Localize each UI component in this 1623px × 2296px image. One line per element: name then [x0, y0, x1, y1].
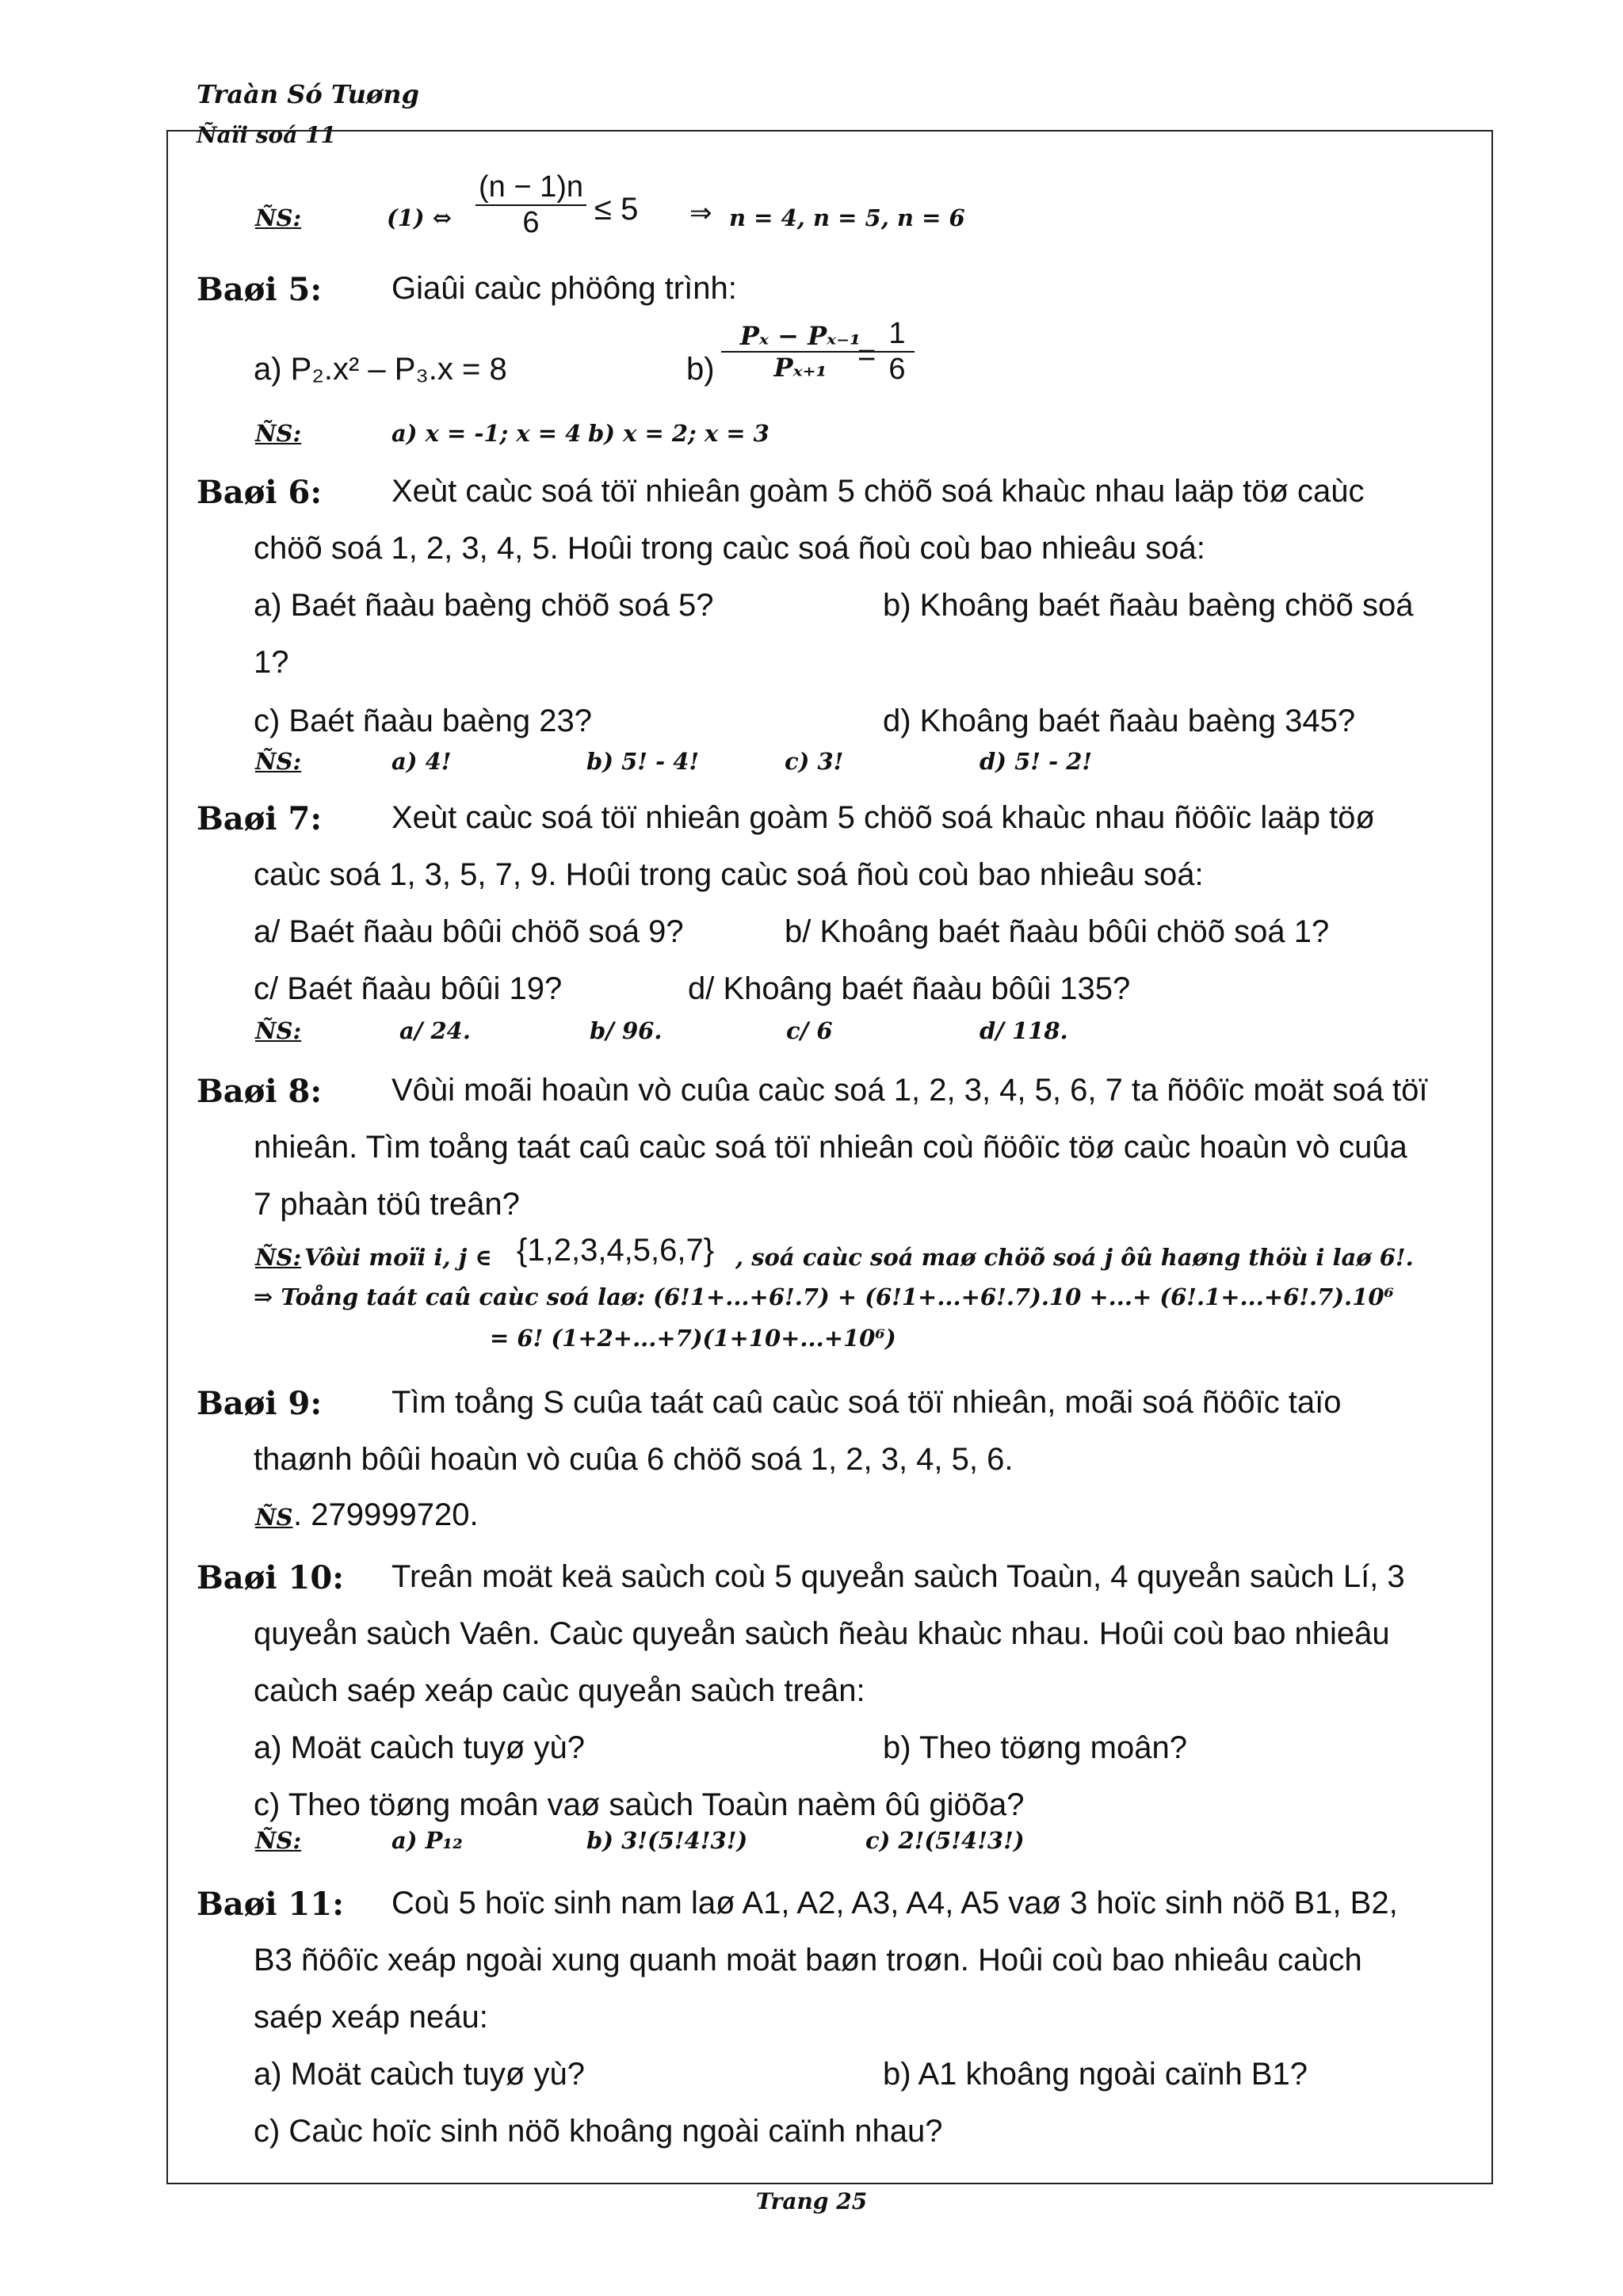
exercise-6-part-d: d) Khoâng baét ñaàu baèng 345?: [883, 704, 1356, 738]
exercise-8-line-3: 7 phaàn töû treân?: [254, 1187, 520, 1222]
exercise-7-answer-b: b/ 96.: [590, 1017, 663, 1044]
equals-sign: =: [857, 338, 876, 372]
exercise-5-label: Baøi 5:: [197, 271, 323, 308]
running-header-subject: Ñaïi soá 11: [197, 122, 337, 148]
exercise-8-digit-set: {1,2,3,4,5,6,7}: [517, 1233, 715, 1268]
exercise-6-line-2: chöõ soá 1, 2, 3, 4, 5. Hoûi trong caùc soá ñoù coù bao nhieâu soá:: [254, 531, 1205, 566]
fraction-numerator: Pₓ − Pₓ₋₁: [739, 321, 861, 351]
exercise-7-part-d: d/ Khoâng baét ñaàu bôûi 135?: [688, 971, 1131, 1006]
exercise-6-answer-a: a) 4!: [391, 748, 452, 775]
implies-symbol: ⇒: [689, 198, 712, 228]
exercise-10-line-3: caùch saép xeáp caùc quyeån saùch treân:: [254, 1673, 865, 1708]
answer-fraction: [475, 170, 586, 240]
exercise-10-line-2: quyeån saùch Vaên. Caùc quyeån saùch ñeàu khaùc nhau. Hoûi coù bao nhieâu: [254, 1616, 1390, 1651]
fraction-numerator: 1: [888, 317, 906, 350]
exercise-6-part-b-cont: 1?: [254, 645, 289, 680]
fraction-numerator: (n − 1)n: [478, 170, 584, 204]
exercise-10-part-c: c) Theo töøng moân vaø saùch Toaùn naèm ôû giöõa?: [254, 1787, 1025, 1822]
exercise-5-fraction: [721, 321, 880, 383]
exercise-8-solution-1b: , soá caùc soá maø chöõ soá j ôû haøng thöù i laø 6!.: [735, 1244, 1414, 1271]
exercise-5-rhs-fraction: [880, 317, 915, 387]
exercise-6-part-c: c) Baét ñaàu baèng 23?: [254, 704, 593, 738]
answer-label: ÑS:: [255, 420, 302, 447]
answer-label: ÑS:: [255, 1827, 302, 1854]
exercise-7-answer-c: c/ 6: [786, 1017, 833, 1044]
running-header-author: Traàn Só Tuøng: [197, 79, 419, 109]
exercise-7-label: Baøi 7:: [197, 800, 323, 837]
exercise-11-part-a: a) Moät caùch tuyø yù?: [254, 2057, 585, 2092]
exercise-9-label: Baøi 9:: [197, 1385, 323, 1422]
exercise-10-line-1: Treân moät keä saùch coù 5 quyeån saùch Toaùn, 4 quyeån saùch Lí, 3: [391, 1559, 1405, 1594]
exercise-6-answer-b: b) 5! - 4!: [586, 748, 700, 775]
exercise-11-part-b: b) A1 khoâng ngoài caïnh B1?: [883, 2057, 1308, 2092]
exercise-10-part-b: b) Theo töøng moân?: [883, 1730, 1187, 1765]
exercise-7-line-2: caùc soá 1, 3, 5, 7, 9. Hoûi trong caùc soá ñoù coù bao nhieâu soá:: [254, 857, 1204, 892]
exercise-8-label: Baøi 8:: [197, 1073, 323, 1110]
exercise-8-solution-1a: Vôùi moïi i, j ∈: [304, 1244, 492, 1271]
answer-result: n = 4, n = 5, n = 6: [729, 204, 965, 231]
exercise-6-answer-c: c) 3!: [785, 748, 844, 775]
exercise-8-line-2: nhieân. Tìm toång taát caû caùc soá töï nhieân coù ñöôïc töø caùc hoaùn vò cuûa: [254, 1130, 1407, 1165]
answer-label: ÑS:: [255, 204, 302, 231]
exercise-7-part-a: a/ Baét ñaàu bôûi chöõ soá 9?: [254, 914, 684, 949]
exercise-8-solution-2: ⇒ Toång taát caû caùc soá laø: (6!1+...+6!.7) + (6!1+...+6!.7).10 +...+ (6!.1+...+6!.7).10⁶: [254, 1283, 1395, 1310]
exercise-7-line-1: Xeùt caùc soá töï nhieân goàm 5 chöõ soá khaùc nhau ñöôïc laäp töø: [391, 800, 1375, 835]
exercise-10-label: Baøi 10:: [197, 1559, 344, 1596]
exercise-10-answer-c: c) 2!(5!4!3!): [865, 1827, 1025, 1854]
exercise-7-part-b: b/ Khoâng baét ñaàu bôûi chöõ soá 1?: [785, 914, 1330, 949]
exercise-6-part-b: b) Khoâng baét ñaàu baèng chöõ soá: [883, 588, 1414, 623]
fraction-denominator: 6: [475, 204, 586, 240]
exercise-11-part-c: c) Caùc hoïc sinh nöõ khoâng ngoài caïnh nhau?: [254, 2114, 943, 2149]
exercise-10-part-a: a) Moät caùch tuyø yù?: [254, 1730, 585, 1765]
exercise-6-line-1: Xeùt caùc soá töï nhieân goàm 5 chöõ soá khaùc nhau laäp töø caùc: [391, 474, 1365, 509]
exercise-10-answer-b: b) 3!(5!4!3!): [586, 1827, 748, 1854]
exercise-5-answer-a: a) x = -1; x = 4: [391, 420, 582, 447]
fraction-denominator: Pₓ₊₁: [721, 351, 880, 383]
exercise-9-line-2: thaønh bôûi hoaùn vò cuûa 6 chöõ soá 1, 2, 3, 4, 5, 6.: [254, 1442, 1014, 1477]
answer-label: ÑS:: [255, 1244, 302, 1271]
exercise-8-line-1: Vôùi moãi hoaùn vò cuûa caùc soá 1, 2, 3, 4, 5, 6, 7 ta ñöôïc moät soá töï: [391, 1073, 1428, 1108]
answer-label: ÑS: [255, 1504, 293, 1531]
exercise-11-line-3: saép xeáp neáu:: [254, 2000, 488, 2035]
exercise-9-line-1: Tìm toång S cuûa taát caû caùc soá töï nhieân, moãi soá ñöôïc taïo: [391, 1385, 1342, 1420]
answer-label: ÑS:: [255, 748, 302, 775]
exercise-5-part-a: a) P₂.x² – P₃.x = 8: [254, 352, 507, 387]
exercise-5-title: Giaûi caùc phöông trình:: [391, 271, 737, 306]
exercise-7-answer-a: a/ 24.: [399, 1017, 471, 1044]
exercise-6-answer-d: d) 5! - 2!: [980, 748, 1093, 775]
exercise-11-line-1: Coù 5 hoïc sinh nam laø A1, A2, A3, A4, A5 vaø 3 hoïc sinh nöõ B1, B2,: [391, 1886, 1398, 1920]
page-number: Trang 25: [755, 2188, 868, 2214]
exercise-6-label: Baøi 6:: [197, 474, 323, 511]
exercise-7-answer-d: d/ 118.: [980, 1017, 1068, 1044]
answer-relation: ≤ 5: [594, 192, 639, 227]
answer-prefix: (1) ⇔: [387, 204, 453, 231]
exercise-6-part-a: a) Baét ñaàu baèng chöõ soá 5?: [254, 588, 714, 623]
exercise-11-label: Baøi 11:: [197, 1886, 344, 1923]
fraction-denominator: 6: [880, 351, 915, 387]
exercise-7-part-c: c/ Baét ñaàu bôûi 19?: [254, 971, 563, 1006]
exercise-5-answer-b: b) x = 2; x = 3: [588, 420, 769, 447]
exercise-5-part-b-label: b): [686, 352, 715, 387]
answer-label: ÑS:: [255, 1017, 302, 1044]
exercise-8-solution-3: = 6! (1+2+...+7)(1+10+...+10⁶): [490, 1325, 896, 1352]
exercise-10-answer-a: a) P₁₂: [391, 1827, 463, 1854]
exercise-11-line-2: B3 ñöôïc xeáp ngoài xung quanh moät baøn troøn. Hoûi coù bao nhieâu caùch: [254, 1943, 1362, 1978]
exercise-9-answer: . 279999720.: [293, 1497, 479, 1532]
